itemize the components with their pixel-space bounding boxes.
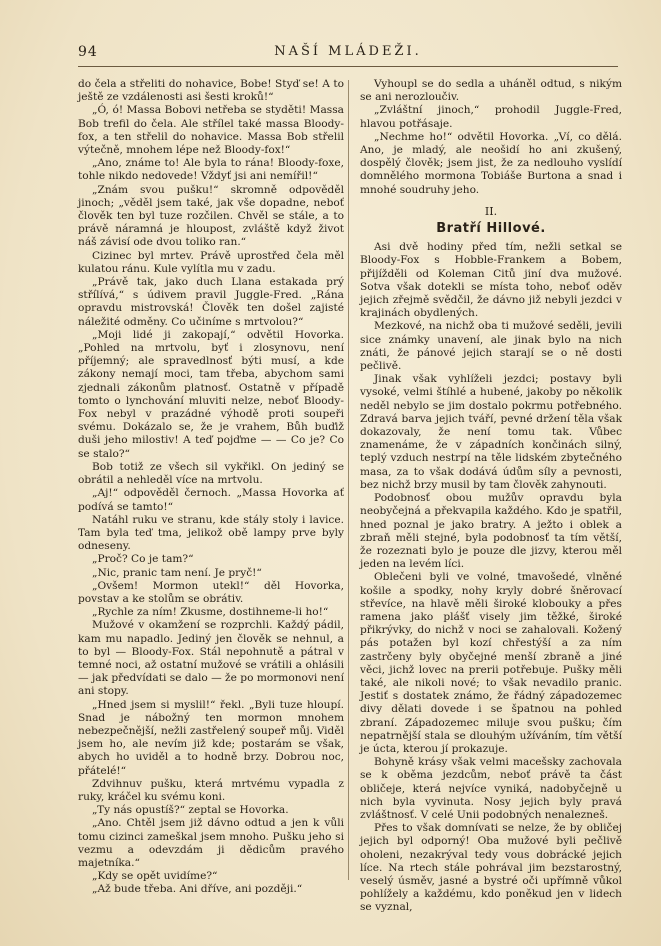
paragraph: „Hned jsem si myslil!“ řekl. „Byli tuze hloupí. Snad je nábožný ten mormon mnohem nebezpečnější, nežli zastřelený soupeř můj. Viděl jsem ho, ale nevím již kde; postarám se však, abych ho uviděl a to hodně brzy. Dobrou noc, přátelé!“ — [78, 698, 344, 777]
journal-title: NAŠÍ MLÁDEŽI. — [274, 44, 422, 59]
header-rule — [78, 66, 618, 67]
paragraph: Zdvihnuv pušku, která mrtvému vypadla z ruky, kráčel ku svému koni. — [78, 777, 344, 803]
paragraph: Natáhl ruku ve stranu, kde stály stoly i lavice. Tam byla teď tma, jelikož obě lampy prve byly odneseny. — [78, 513, 344, 553]
paragraph: Bob totiž ze všech sil vykřikl. On jediný se obrátil a nehleděl více na mrtvolu. — [78, 460, 344, 487]
paragraph: Oblečeni byli ve volné, tmavošedé, vlněné košile a spodky, nohy kryly dobré šněrovací střevíce, na hlavě měli široké klobouky a přes ramena jako plášť visely jim těžké, široké přikrývky, do nichž v noci se zahalovali. Kožený pás potažen byl kozí chřestýší a za ním zastrčeny byly obyčejné menší zbraně a jiné věci, jichž lovec na prerii potřebuje. Pušky měli také, ale nikoli nové; to však nevadilo pranic. Jestiť s dostatek známo, že řádný západozemec divy dělati dovede i se špatnou na pohled zbraní. Západozemec miluje svou pušku; čím nepatrnější stala se dlouhým užíváním, tím větší je úcta, kterou jí prokazuje. — [360, 571, 622, 755]
chapter-number: II. — [484, 204, 498, 218]
right-column-bottom-text — [360, 241, 622, 914]
paragraph: Podobnosť obou mužův opravdu byla neobyčejná a překvapila každého. Kdo je spatřil, hned poznal je jako bratry. A ježto i oblek a zbraň měli stejné, byla podobnosť ta tím větší, že rozeznati bylo je pouze dle jizvy, kterou měl jeden na levém líci. — [360, 492, 622, 571]
page-header — [78, 44, 618, 64]
paragraph: „Ano, známe to! Ale byla to rána! Bloody-foxe, tohle nikdo nedovede! Vždyť jsi ani nemířil!“ — [78, 157, 344, 183]
paragraph: „Ty nás opustíš?“ zeptal se Hovorka. — [92, 804, 289, 817]
right-text-column — [360, 78, 622, 915]
left-text-column — [78, 78, 344, 897]
paragraph: Bohyně krásy však velmi macešsky zachovala se k oběma jezdcům, neboť právě ta část obličeje, která nejvíce vyniká, nadobyčejně u nich byla vyvinuta. Nosy jejich byly pravá zvláštnosť. V celé Unii podobných nenalezneš. — [360, 756, 622, 821]
paragraph: Cizinec byl mrtev. Právě uprostřed čela měl kulatou ránu. Kule vylítla mu v zadu. — [78, 249, 344, 275]
column-divider — [348, 80, 349, 880]
paragraph: „Proč? Co je tam?“ — [92, 553, 194, 566]
paragraph: „Aj!“ odpověděl černoch. „Massa Hovorka ať podívá se tamto!“ — [78, 487, 344, 513]
paragraph: „Nic, pranic tam není. Je pryč!“ — [92, 566, 262, 579]
paragraph: do čela a střeliti do nohavice, Bobe! Styď se! A to ještě ze vzdálenosti asi šesti kroků!“ — [78, 78, 344, 104]
paragraph: „Ovšem! Mormon utekl!“ děl Hovorka, povstav a ke stolům se obrátiv. — [78, 579, 344, 605]
paragraph: Mužové v okamžení se rozprchli. Každý pádil, kam mu napadlo. Jediný jen člověk se nehnul, a to byl — Bloody-Fox. Stál nepohnutě a pátral v temné noci, až ostatní mužové se vrátili a ohlásili — jak předvídati se dalo — že po mormonovi není ani stopy. — [78, 619, 344, 698]
paragraph: „Ó, ó! Massa Bobovi netřeba se styděti! Massa Bob trefil do čela. Ale střílel také massa Bloody-fox, a ten střelil do nohavice. Massa Bob střelil výtečně, mnohem lépe než Bloody-fox!“ — [78, 104, 344, 157]
paragraph: Přes to však domnívati se nelze, že by obličej jejich byl odporný! Oba mužové byli pečlivě oholeni, nezakrýval tedy vous dobrácké jejich líce. Na rtech stále pohrával jim bezstarostný, veselý úsměv, jasné a bystré oči upřímně vůkol pohlížely a každému, kdo poněkud jen v lidech se vyznal, — [360, 822, 622, 914]
paragraph: „Moji lidé ji zakopají,“ odvětil Hovorka. „Pohled na mrtvolu, byť i zlosynovu, není příjemný; ale spravedlnosť býti musí, a kde zákony nemají moci, tam třeba, abychom sami zjednali zákonům platnosť. Ostatně v případě tomto o lynchování mluviti nelze, neboť Bloody-Fox nebyl v prazádné výhodě proti soupeři svému. Dokázalo se, že je vrahem, Bůh buďiž duši jeho milostiv! A teď pojďme — — Co je? Co se stalo?“ — [78, 328, 344, 460]
paragraph: Asi dvě hodiny před tím, nežli setkal se Bloody-Fox s Hobble-Frankem a Bobem, přijížděli od Koleman Citů jiní dva mužové. Sotva však dotekli se místa toho, neboť oděv jejich zřejmě svědčil, že dávno již nebyli jezdci v krajinách obydlených. — [360, 241, 622, 320]
paragraph: „Nechme ho!“ odvětil Hovorka. „Ví, co dělá. Ano, je mladý, ale neošidí ho ani zkušený, dospělý člověk; jsem jist, že za nedlouho vyslídí domnělého mormona Tobiáše Burtona a snad i mnohé soudruhy jeho. — [360, 130, 622, 196]
paragraph: „Právě tak, jako duch Llana estakada prý střílívá,“ s údivem pravil Juggle-Fred. „Rána opravdu mistrovská! Člověk ten došel zajisté náležité odměny. Co učiníme s mrtvolou?“ — [78, 276, 344, 328]
paragraph: „Až bude třeba. Ani dříve, ani později.“ — [92, 883, 303, 896]
paragraph: Mezkové, na nichž oba ti mužové seděli, jevili sice známky unavení, ale jinak bylo na nich znáti, že pánové jejich starají se o ně dosti pečlivě. — [360, 320, 622, 373]
paragraph: Vyhoupl se do sedla a uháněl odtud, s nikým se ani nerozloučiv. — [360, 78, 622, 104]
paragraph: „Rychle za ním! Zkusme, dostihneme-li ho!“ — [92, 606, 329, 619]
paragraph: „Znám svou pušku!“ skromně odpověděl jinoch; „věděl jsem také, jak vše dopadne, neboť člověk ten byl tuze rozčilen. Chvěl se stále, a to právě náramná je hloupost, zvláště když život náš závisí ode dvou toliko ran.“ — [78, 183, 344, 249]
paragraph: Jinak však vyhlíželi jezdci; postavy byli vysoké, velmi štíhlé a hubené, jakoby po několik neděl nebylo se jim dostalo pokrmu potřebného. Zdravá barva jejich tváří, pevné držení těla však dokazovaly, že není tomu tak. Vůbec znamenáme, že v západních končinách silný, teplý vzduch nestrpí na těle lidském zbytečného masa, za to však dodává údům síly a pevnosti, bez nichž brzy musil by tam člověk zahynouti. — [360, 373, 622, 491]
paragraph: „Zvláštní jinoch,“ prohodil Juggle-Fred, hlavou potřásaje. — [360, 104, 622, 130]
right-column-top-text — [360, 78, 622, 197]
paragraph: „Ano. Chtěl jsem již dávno odtud a jen k vůli tomu cizinci zameškal jsem mnoho. Pušku jeho si vezmu a odevzdám ji dědicům pravého majetníka.“ — [78, 817, 344, 869]
paragraph: „Kdy se opět uvidíme?“ — [92, 870, 218, 883]
chapter-title: Bratří Hillové. — [436, 221, 546, 237]
page-number: 94 — [78, 44, 98, 60]
